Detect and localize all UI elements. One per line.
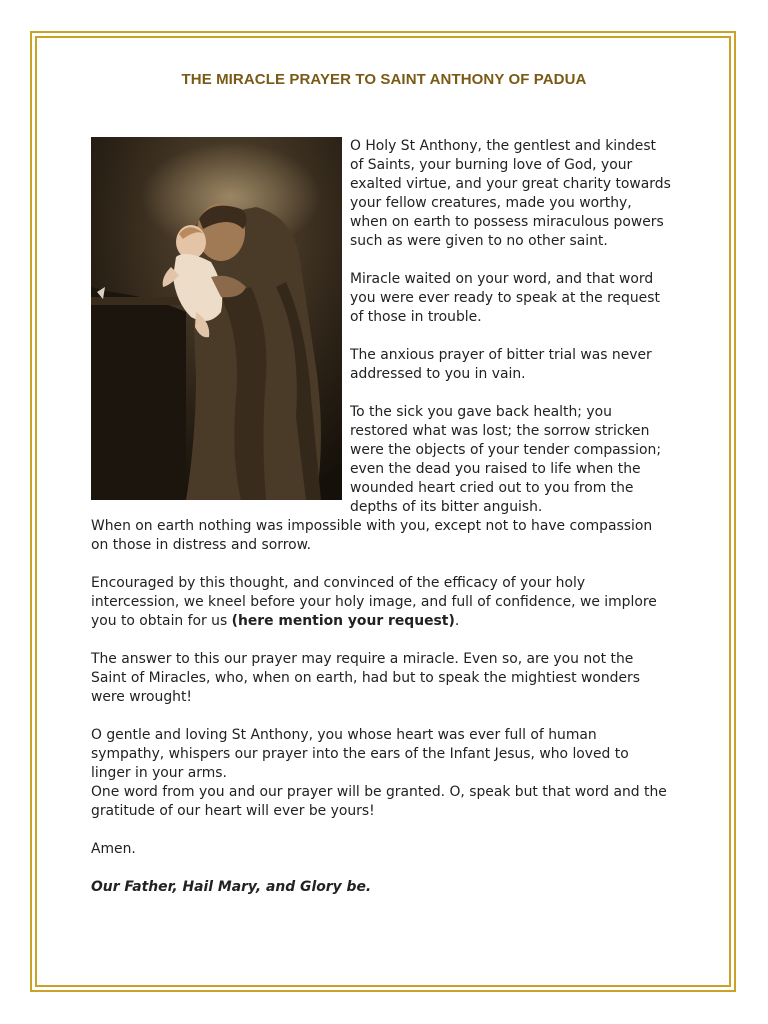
paragraph-intro: O Holy St Anthony, the gentlest and kindest of Saints, your burning love of God, your exalted virtue, and your great charity towards your fellow creatures, made you worthy, when on earth to possess miraculous powers such as were given to no other saint. [350,138,671,249]
document-title: THE MIRACLE PRAYER TO SAINT ANTHONY OF PADUA [181,71,587,88]
amen-line: Amen. [91,841,136,857]
request-placeholder: (here mention your request) [231,613,455,629]
paragraph-sick: To the sick you gave back health; you restored what was lost; the sorrow stricken were the objects of your tender compassion; even the dead you raised to life when the wounded heart cried out to you from the depths of its bitter anguish. [350,404,661,515]
closing-line: Our Father, Hail Mary, and Glory be. [91,879,372,895]
paragraph-answer: The answer to this our prayer may require a miracle. Even so, are you not the Saint of Miracles, who, when on earth, had but to speak the mightiest wonders were wrought! [91,651,640,705]
prayer-body [91,137,671,916]
paragraph-nothing-impossible: When on earth nothing was impossible with you, except not to have compassion on those in distress and sorrow. [91,518,653,553]
saint-anthony-painting [91,137,342,500]
encouraged-end: . [454,613,460,629]
encouraged-text: Encouraged by this thought, and convinced of the efficacy of your holy intercession, we kneel before your holy image, and full of confidence, we implore you to obtain for us [91,575,657,629]
paragraph-encouraged [91,574,671,631]
paragraph-miracle: Miracle waited on your word, and that word you were ever ready to speak at the request of those in trouble. [350,271,660,325]
paragraph-anxious-prayer: The anxious prayer of bitter trial was never addressed to you in vain. [350,347,652,382]
paragraph-one-word: One word from you and our prayer will be granted. O, speak but that word and the gratitude of our heart will ever be yours! [91,784,667,819]
paragraph-gentle: O gentle and loving St Anthony, you whose heart was ever full of human sympathy, whispers our prayer into the ears of the Infant Jesus, who loved to linger in your arms. [91,727,629,781]
